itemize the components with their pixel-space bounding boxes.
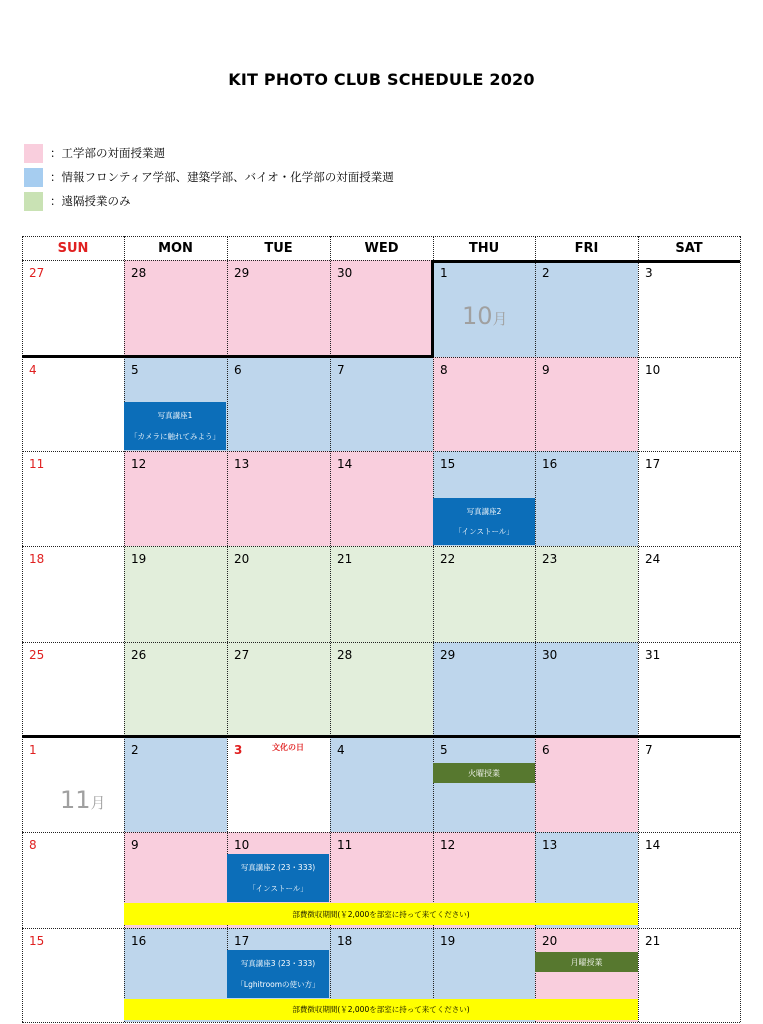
event-subtitle: 「インストール」 — [454, 527, 514, 537]
day-number: 4 — [29, 363, 37, 377]
month-unit: 月 — [492, 310, 508, 328]
calendar-grid — [22, 236, 740, 1022]
grid-line — [22, 236, 23, 1022]
day-cell-tue[interactable] — [227, 546, 330, 642]
event-subtitle: 「Lghitroomの使い方」 — [236, 980, 320, 989]
day-number: 29 — [234, 266, 250, 280]
day-cell-fri[interactable] — [535, 260, 638, 357]
grid-line — [22, 236, 740, 237]
event-title: 写真講座3 (23・333) — [240, 959, 316, 968]
day-cell-sat[interactable] — [638, 357, 740, 451]
day-number: 26 — [131, 648, 147, 662]
event-club-fee-period[interactable]: 部費徴収期間(￥2,000を部室に持って来てください) — [124, 999, 638, 1020]
day-number: 27 — [29, 266, 45, 280]
day-number: 28 — [131, 266, 147, 280]
day-number: 8 — [440, 363, 448, 377]
day-cell-mon[interactable] — [124, 642, 227, 737]
day-cell-sun[interactable] — [22, 451, 124, 546]
day-cell-fri[interactable] — [535, 642, 638, 737]
day-number: 30 — [542, 648, 558, 662]
day-number: 5 — [440, 743, 448, 757]
day-number: 22 — [440, 552, 456, 566]
legend-text: ：情報フロンティア学部、建築学部、バイオ・化学部の対面授業週 — [50, 170, 394, 184]
day-number: 12 — [131, 457, 147, 471]
day-number: 13 — [234, 457, 250, 471]
day-cell-sat[interactable] — [638, 260, 740, 357]
day-number: 19 — [440, 934, 456, 948]
day-number: 9 — [542, 363, 550, 377]
day-cell-sat[interactable] — [638, 737, 740, 832]
event-title: 写真講座2 (23・333) — [240, 863, 316, 872]
event-photo-lecture-1[interactable] — [124, 402, 226, 450]
day-number: 2 — [542, 266, 550, 280]
day-cell-sat[interactable] — [638, 832, 740, 928]
day-cell-wed[interactable] — [330, 260, 433, 357]
month-number: 11 — [60, 786, 91, 814]
event-title: 写真講座2 — [466, 506, 502, 516]
day-cell-sun[interactable] — [22, 832, 124, 928]
day-cell-fri[interactable] — [535, 451, 638, 546]
day-cell-fri[interactable] — [535, 357, 638, 451]
day-cell-mon[interactable] — [124, 260, 227, 357]
day-number: 12 — [440, 838, 456, 852]
day-number: 21 — [645, 934, 661, 948]
legend-item-info-frontier — [24, 167, 394, 187]
day-cell-sun[interactable] — [22, 260, 124, 357]
day-number: 24 — [645, 552, 661, 566]
day-cell-tue[interactable] — [227, 260, 330, 357]
weekday-header-sun: SUN — [57, 240, 89, 256]
legend-item-remote — [24, 191, 131, 211]
grid-line — [22, 642, 740, 643]
day-number: 25 — [29, 648, 45, 662]
day-number: 7 — [645, 743, 653, 757]
day-cell-sat[interactable] — [638, 451, 740, 546]
day-number: 3 — [234, 743, 243, 757]
event-title: 写真講座1 — [157, 411, 193, 420]
day-cell-wed[interactable] — [330, 737, 433, 832]
day-cell-mon[interactable] — [124, 546, 227, 642]
day-cell-sun[interactable] — [22, 928, 124, 1022]
event-photo-lecture-2[interactable] — [433, 498, 535, 545]
day-number: 18 — [337, 934, 353, 948]
day-number: 6 — [542, 743, 550, 757]
day-cell-tue[interactable] — [227, 357, 330, 451]
day-number: 8 — [29, 838, 37, 852]
day-number: 16 — [131, 934, 147, 948]
day-number: 21 — [337, 552, 353, 566]
day-number: 15 — [440, 457, 456, 471]
day-number: 16 — [542, 457, 558, 471]
day-number: 19 — [131, 552, 147, 566]
month-divider — [22, 735, 740, 738]
month-label-october — [462, 302, 508, 330]
day-cell-thu[interactable] — [433, 357, 535, 451]
legend-swatch-green — [24, 192, 43, 211]
grid-line — [22, 1022, 740, 1023]
day-number: 11 — [337, 838, 353, 852]
weekday-header-tue: TUE — [264, 240, 293, 256]
day-number: 28 — [337, 648, 353, 662]
day-cell-sat[interactable] — [638, 928, 740, 1022]
day-number: 17 — [645, 457, 661, 471]
day-number: 18 — [29, 552, 45, 566]
day-cell-sun[interactable] — [22, 546, 124, 642]
legend-item-engineering — [24, 143, 165, 163]
day-number: 17 — [234, 934, 250, 948]
day-number: 5 — [131, 363, 139, 377]
day-cell-mon[interactable] — [124, 737, 227, 832]
day-number: 6 — [234, 363, 242, 377]
month-divider — [431, 260, 740, 263]
weekday-header-sat: SAT — [675, 240, 703, 256]
day-cell-fri[interactable] — [535, 546, 638, 642]
day-cell-sat[interactable] — [638, 642, 740, 737]
weekday-header-thu: THU — [468, 240, 500, 256]
grid-line — [638, 236, 639, 1022]
day-cell-sun[interactable] — [22, 737, 124, 832]
event-subtitle: 「カメラに触れてみよう」 — [130, 432, 220, 441]
day-cell-sat[interactable] — [638, 546, 740, 642]
legend-swatch-blue — [24, 168, 43, 187]
day-number: 10 — [234, 838, 250, 852]
day-cell-mon[interactable] — [124, 451, 227, 546]
event-photo-lecture-2-room[interactable] — [227, 854, 329, 902]
event-monday-classes[interactable]: 月曜授業 — [535, 952, 638, 972]
event-subtitle: 「インストール」 — [248, 884, 308, 893]
day-number: 15 — [29, 934, 45, 948]
day-number: 3 — [645, 266, 653, 280]
day-number: 31 — [645, 648, 661, 662]
day-number: 9 — [131, 838, 139, 852]
day-number: 4 — [337, 743, 345, 757]
day-number: 27 — [234, 648, 250, 662]
legend-swatch-pink — [24, 144, 43, 163]
day-number: 1 — [29, 743, 37, 757]
day-number: 20 — [542, 934, 558, 948]
day-cell-fri[interactable] — [535, 737, 638, 832]
day-number: 1 — [440, 266, 448, 280]
day-cell-wed[interactable] — [330, 546, 433, 642]
event-tuesday-classes[interactable]: 火曜授業 — [433, 763, 535, 783]
grid-line — [22, 832, 740, 833]
day-cell-sun[interactable] — [22, 357, 124, 451]
page-title: KIT PHOTO CLUB SCHEDULE 2020 — [228, 70, 535, 89]
grid-line — [740, 236, 741, 1022]
day-number: 20 — [234, 552, 250, 566]
day-cell-wed[interactable] — [330, 451, 433, 546]
day-number: 7 — [337, 363, 345, 377]
grid-line — [22, 451, 740, 452]
day-number: 30 — [337, 266, 353, 280]
weekday-header-mon: MON — [158, 240, 193, 256]
month-divider — [22, 355, 433, 358]
weekday-header-wed: WED — [364, 240, 399, 256]
legend-text: ：工学部の対面授業週 — [50, 146, 165, 160]
month-number: 10 — [462, 302, 493, 330]
day-cell-thu[interactable] — [433, 546, 535, 642]
day-cell-sun[interactable] — [22, 642, 124, 737]
day-cell-wed[interactable] — [330, 357, 433, 451]
day-cell-tue[interactable] — [227, 642, 330, 737]
day-cell-wed[interactable] — [330, 642, 433, 737]
day-number: 13 — [542, 838, 558, 852]
event-club-fee-period[interactable]: 部費徴収期間(￥2,000を部室に持って来てください) — [124, 903, 638, 925]
day-number: 23 — [542, 552, 558, 566]
month-divider — [431, 260, 434, 358]
day-number: 14 — [337, 457, 353, 471]
day-number: 29 — [440, 648, 456, 662]
grid-line — [22, 928, 740, 929]
weekday-header-fri: FRI — [574, 240, 599, 256]
day-cell-tue[interactable] — [227, 451, 330, 546]
month-label-november — [60, 786, 106, 814]
holiday-label: 文化の日 — [272, 743, 304, 752]
event-photo-lecture-3[interactable] — [227, 950, 329, 998]
day-cell-thu[interactable] — [433, 642, 535, 737]
grid-line — [22, 546, 740, 547]
month-unit: 月 — [90, 794, 106, 812]
day-number: 10 — [645, 363, 661, 377]
day-number: 14 — [645, 838, 661, 852]
day-cell-thu[interactable] — [433, 737, 535, 832]
day-number: 2 — [131, 743, 139, 757]
legend-text: ：遠隔授業のみ — [50, 194, 131, 208]
day-number: 11 — [29, 457, 45, 471]
